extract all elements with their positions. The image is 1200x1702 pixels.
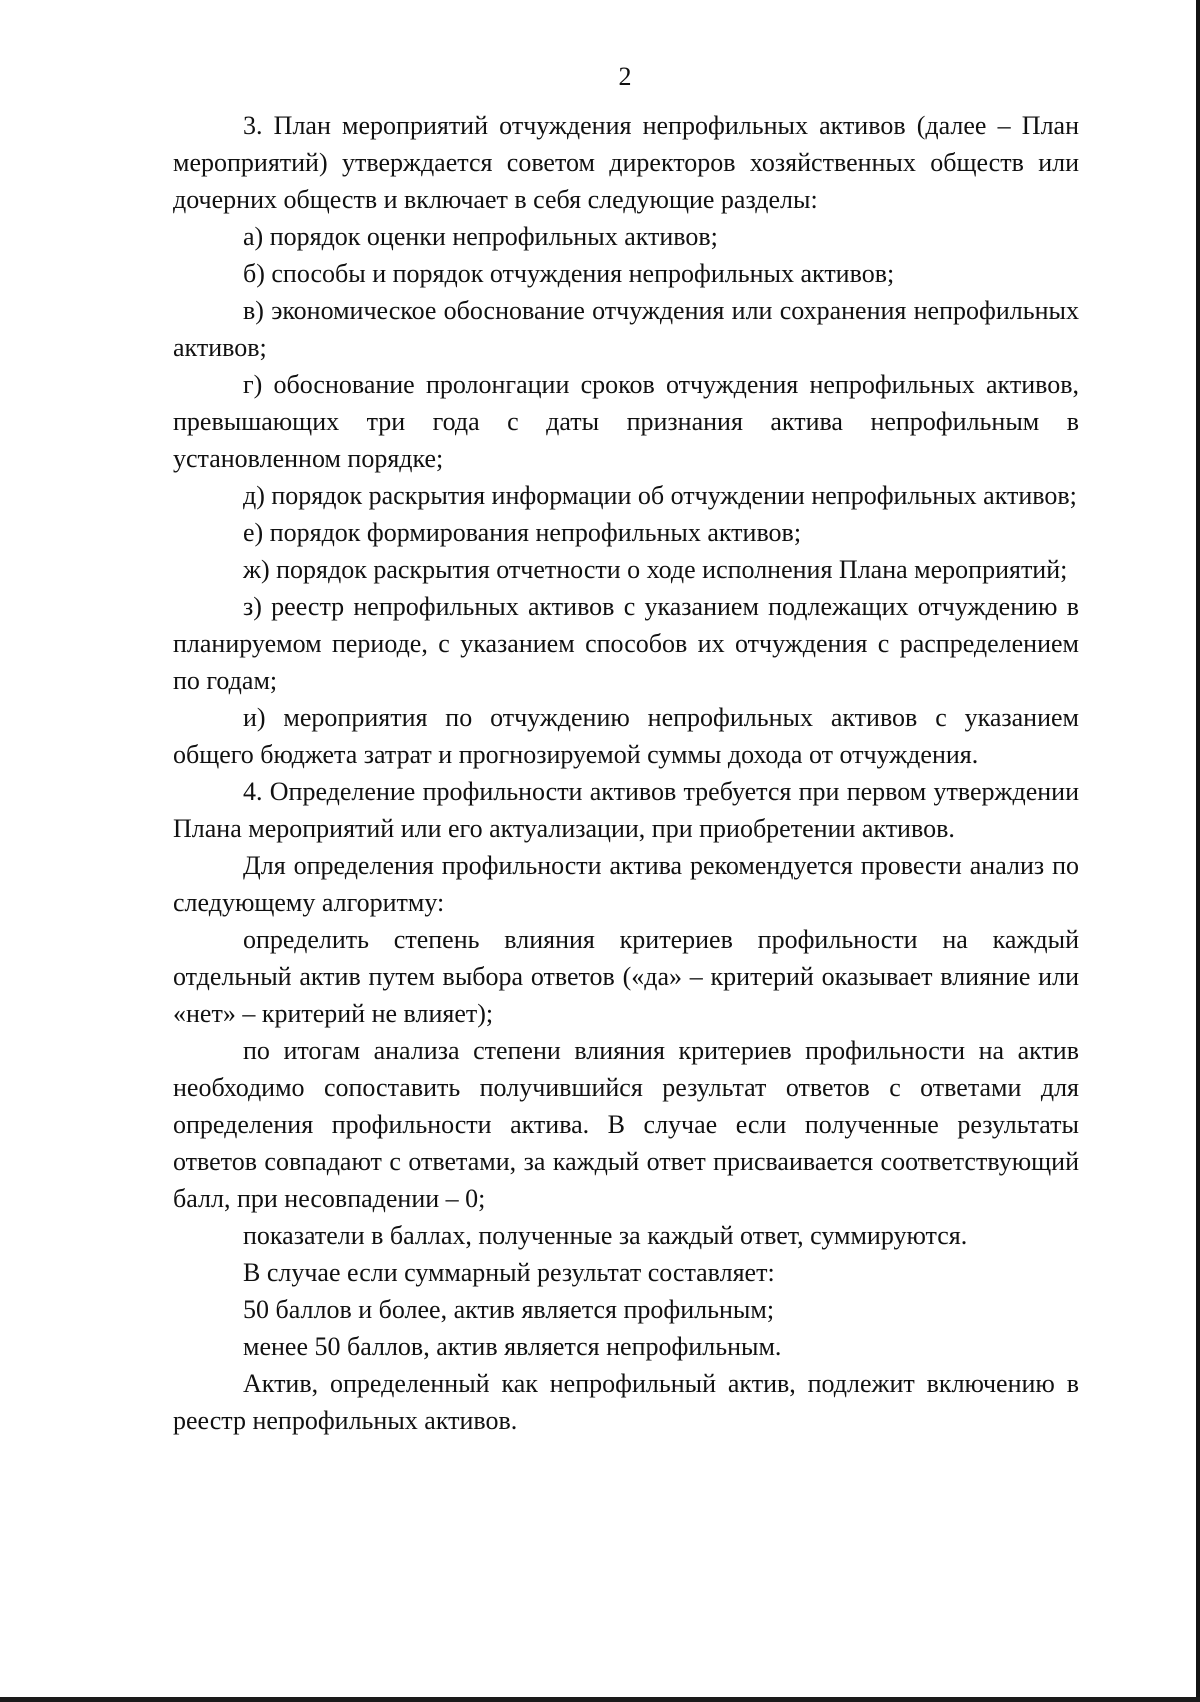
list-item-e: е) порядок формирования непрофильных активов; (243, 518, 802, 547)
document-body (173, 107, 1079, 1439)
paragraph-algorithm-intro: Для определения профильности актива рекомендуется провести анализ по следующему алгоритму: (173, 851, 1079, 917)
list-item-b: б) способы и порядок отчуждения непрофильных активов; (243, 259, 895, 288)
scan-border-right (1196, 0, 1200, 1702)
paragraph-algorithm-step-3: показатели в баллах, полученные за каждый ответ, суммируются. (243, 1221, 968, 1250)
list-item-i: и) мероприятия по отчуждению непрофильных активов с указанием общего бюджета затрат и прогнозируемой суммы дохода от отчуждения. (173, 703, 1079, 769)
list-item-zh: ж) порядок раскрытия отчетности о ходе исполнения Плана мероприятий; (243, 555, 1068, 584)
list-item-z: з) реестр непрофильных активов с указанием подлежащих отчуждению в планируемом периоде, с указанием способов их отчуждения с распределением по годам; (173, 592, 1079, 695)
list-item-a: а) порядок оценки непрофильных активов; (243, 222, 718, 251)
paragraph-registry-inclusion: Актив, определенный как непрофильный актив, подлежит включению в реестр непрофильных активов. (173, 1369, 1079, 1435)
paragraph-result-non-profile: менее 50 баллов, актив является непрофильным. (243, 1332, 782, 1361)
paragraph-result-intro: В случае если суммарный результат составляет: (243, 1258, 775, 1287)
paragraph-algorithm-step-2: по итогам анализа степени влияния критериев профильности на актив необходимо сопоставить получившийся результат ответов с ответами для определения профильности актива. В случае если полученные результаты ответов совпадают с ответами, за каждый ответ присваивается соответствующий балл, при несовпадении – 0; (173, 1036, 1079, 1213)
paragraph-result-profile: 50 баллов и более, актив является профильным; (243, 1295, 775, 1324)
scan-border-bottom (0, 1697, 1200, 1702)
paragraph-algorithm-step-1: определить степень влияния критериев профильности на каждый отдельный актив путем выбора ответов («да» – критерий оказывает влияние или «нет» – критерий не влияет); (173, 925, 1079, 1028)
list-item-d: д) порядок раскрытия информации об отчуждении непрофильных активов; (243, 481, 1077, 510)
list-item-v: в) экономическое обоснование отчуждения или сохранения непрофильных активов; (173, 296, 1079, 362)
paragraph-section-4: 4. Определение профильности активов требуется при первом утверждении Плана мероприятий или его актуализации, при приобретении активов. (173, 777, 1079, 843)
page-number: 2 (618, 62, 632, 91)
list-item-g: г) обоснование пролонгации сроков отчуждения непрофильных активов, превышающих три года с даты признания актива непрофильным в установленном порядке; (173, 370, 1079, 473)
paragraph-plan-intro: 3. План мероприятий отчуждения непрофильных активов (далее – План мероприятий) утверждается советом директоров хозяйственных обществ или дочерних обществ и включает в себя следующие разделы: (173, 111, 1079, 214)
